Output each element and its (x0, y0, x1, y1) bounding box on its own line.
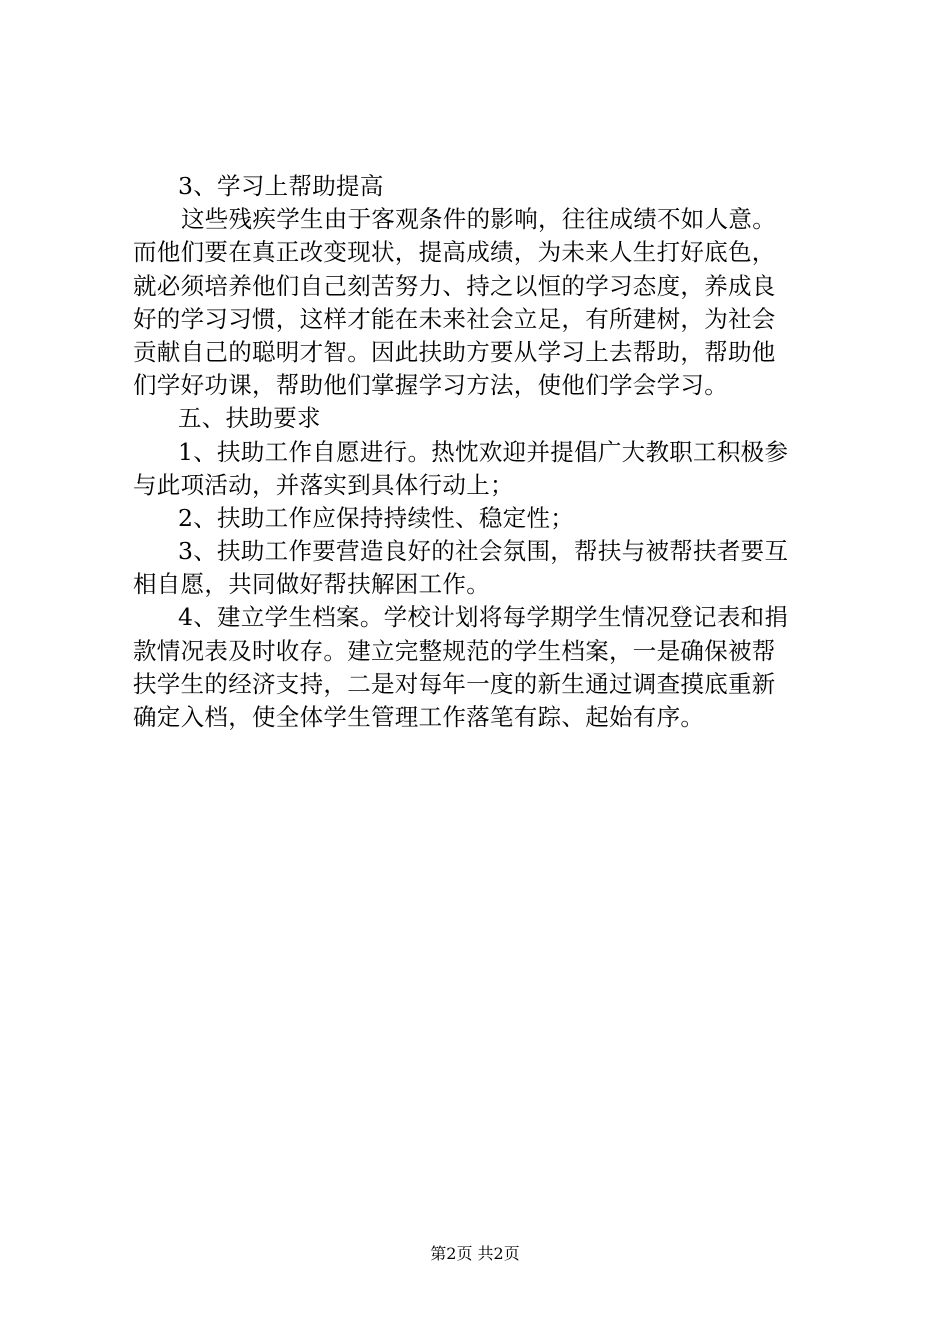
paragraph-line: 就必须培养他们自己刻苦努力、持之以恒的学习态度，养成良 (133, 271, 776, 300)
paragraph-line: 确定入档，使全体学生管理工作落笔有踪、起始有序。 (133, 703, 705, 731)
paragraph-line: 好的学习习惯，这样才能在未来社会立足，有所建树，为社会 (133, 304, 776, 333)
paragraph-line: 4、建立学生档案。学校计划将每学期学生情况登记表和捐 (178, 603, 789, 632)
paragraph-line: 1、扶助工作自愿进行。热忱欢迎并提倡广大教职工积极参 (178, 437, 789, 466)
paragraph-line: 2、扶助工作应保持持续性、稳定性； (178, 503, 575, 532)
paragraph-line: 相自愿，共同做好帮扶解困工作。 (133, 570, 490, 599)
section-heading: 3、学习上帮助提高 (178, 172, 384, 200)
paragraph-line: 与此项活动，并落实到具体行动上； (133, 470, 514, 499)
paragraph-line: 扶学生的经济支持，二是对每年一度的新生通过调查摸底重新 (133, 669, 776, 698)
paragraph-line: 们学好功课，帮助他们掌握学习方法，使他们学会学习。 (133, 371, 728, 400)
paragraph-line: 贡献自己的聪明才智。因此扶助方要从学习上去帮助，帮助他 (133, 337, 776, 366)
paragraph-line: 3、扶助工作要营造良好的社会氛围，帮扶与被帮扶者要互 (178, 537, 789, 566)
paragraph-line: 而他们要在真正改变现状，提高成绩，为未来人生打好底色， (133, 238, 776, 267)
page-number-footer: 第2页 共2页 (430, 1244, 520, 1263)
section-heading: 五、扶助要求 (178, 404, 321, 433)
paragraph-line: 款情况表及时收存。建立完整规范的学生档案，一是确保被帮 (133, 636, 776, 665)
paragraph-line: 这些残疾学生由于客观条件的影响，往往成绩不如人意。 (181, 205, 776, 234)
document-body (133, 170, 833, 734)
